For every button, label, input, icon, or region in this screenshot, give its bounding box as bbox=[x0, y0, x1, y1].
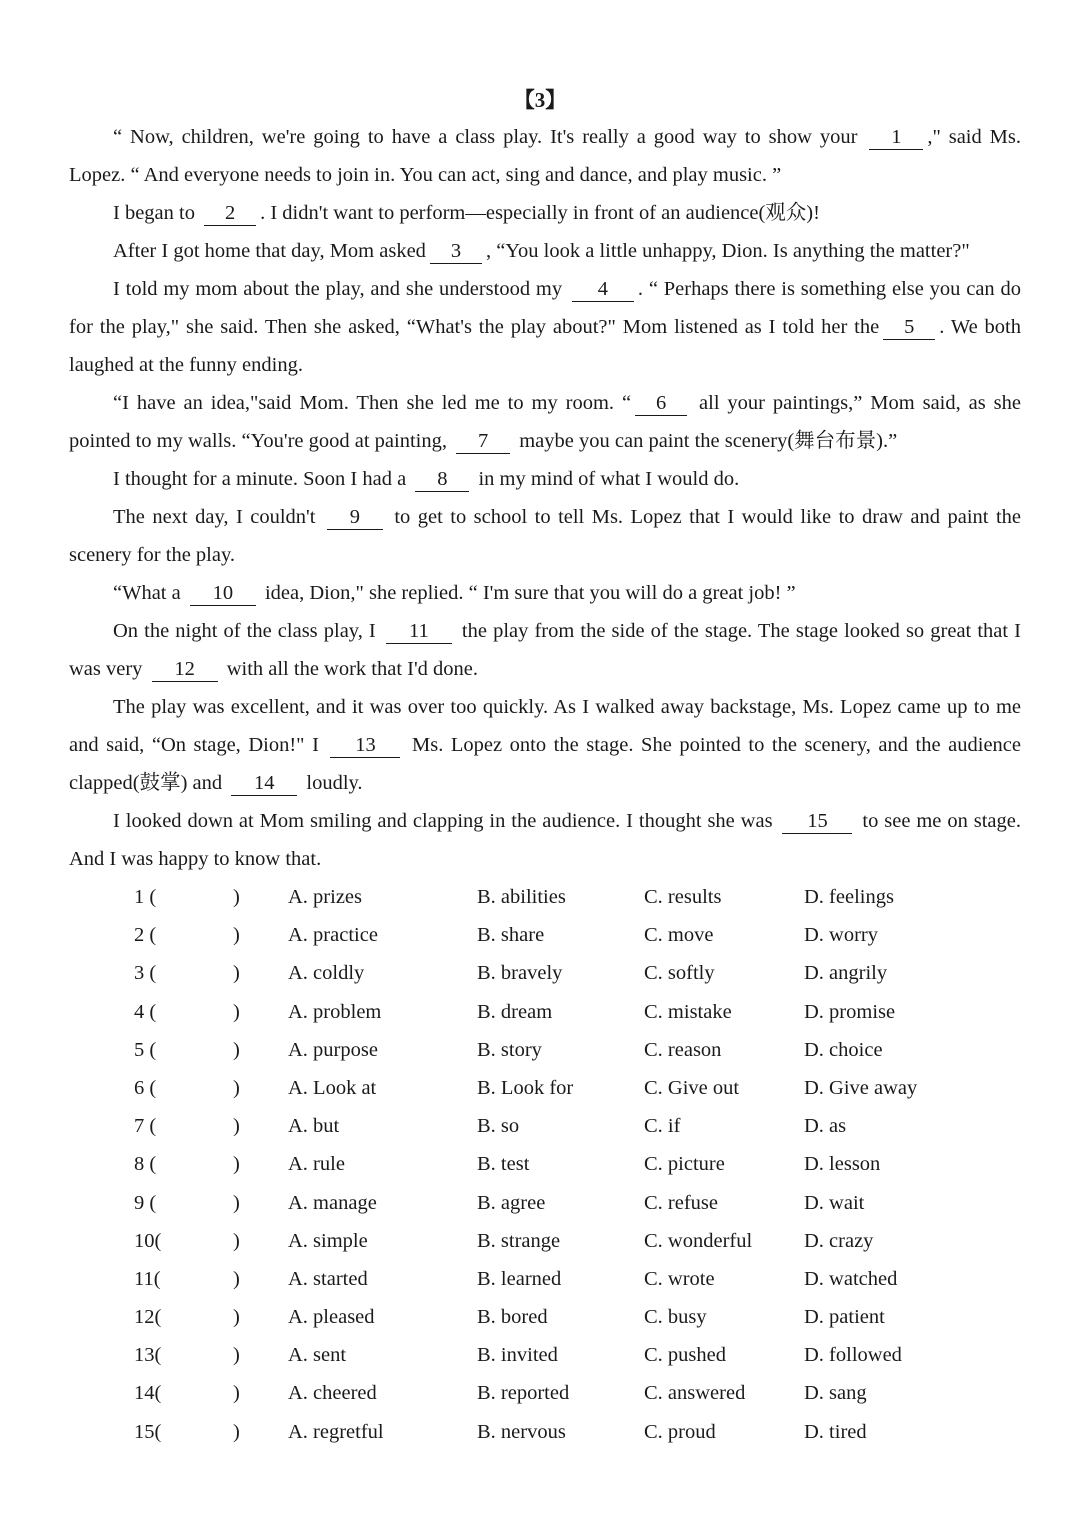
option-a: A. rule bbox=[288, 1153, 345, 1176]
passage-text: On the night of the class play, I bbox=[113, 620, 382, 642]
answer-blank: 4 bbox=[572, 277, 634, 302]
passage-text: Ms. Lopez onto the stage. She pointed to the scenery, and the audience clapped(鼓掌) and bbox=[69, 734, 1021, 794]
option-d: D. sang bbox=[804, 1382, 867, 1405]
question-row bbox=[0, 1145, 1080, 1183]
question-row bbox=[0, 1069, 1080, 1107]
option-a: A. pleased bbox=[288, 1306, 375, 1329]
option-b: B. test bbox=[477, 1153, 530, 1176]
question-row bbox=[0, 878, 1080, 916]
question-number: 4 ( bbox=[134, 1000, 157, 1023]
question-row bbox=[0, 1374, 1080, 1412]
option-b: B. so bbox=[477, 1115, 520, 1138]
answer-bracket: ) bbox=[233, 1344, 240, 1367]
question-row bbox=[0, 1222, 1080, 1260]
option-a: A. problem bbox=[288, 1000, 382, 1023]
passage-paragraph bbox=[69, 194, 1021, 232]
cloze-passage bbox=[69, 118, 1021, 878]
option-c: C. wonderful bbox=[644, 1229, 753, 1252]
passage-paragraph bbox=[69, 384, 1021, 460]
option-c: C. busy bbox=[644, 1306, 707, 1329]
option-b: B. reported bbox=[477, 1382, 570, 1405]
option-a: A. purpose bbox=[288, 1038, 378, 1061]
option-c: C. move bbox=[644, 924, 714, 947]
answer-bracket: ) bbox=[233, 1000, 240, 1023]
passage-text: ," said Ms. Lopez. “ And everyone needs to join in. You can act, sing and dance, and play music. ” bbox=[69, 126, 1021, 186]
passage-text: . I didn't want to perform—especially in front of an audience(观众)! bbox=[260, 202, 820, 224]
passage-paragraph bbox=[69, 802, 1021, 878]
passage-text: all your paintings,” Mom said, as she pointed to my walls. “You're good at painting, bbox=[69, 392, 1021, 452]
question-number: 12( bbox=[134, 1306, 162, 1329]
question-number: 9 ( bbox=[134, 1191, 157, 1214]
option-b: B. Look for bbox=[477, 1076, 574, 1099]
passage-text: to get to school to tell Ms. Lopez that I would like to draw and paint the scenery for the play. bbox=[69, 506, 1021, 566]
question-number: 2 ( bbox=[134, 924, 157, 947]
question-row bbox=[0, 1336, 1080, 1374]
passage-text: The play was excellent, and it was over too quickly. As I walked away backstage, Ms. Lopez came up to me and said, “On stage, Dion!" I bbox=[69, 696, 1021, 756]
option-b: B. abilities bbox=[477, 886, 566, 908]
answer-blank: 15 bbox=[782, 809, 852, 834]
option-d: D. as bbox=[804, 1115, 847, 1138]
answer-bracket: ) bbox=[233, 1420, 240, 1443]
passage-paragraph bbox=[69, 574, 1021, 612]
passage-text: with all the work that I'd done. bbox=[221, 658, 479, 680]
question-row bbox=[0, 1107, 1080, 1145]
option-b: B. invited bbox=[477, 1344, 558, 1367]
passage-text: . “ Perhaps there is something else you can do for the play," she said. Then she asked, “What's the play about?" Mom listened as I told her the bbox=[69, 278, 1021, 338]
option-a: A. started bbox=[288, 1267, 368, 1290]
option-b: B. bored bbox=[477, 1306, 548, 1329]
passage-text: “What a bbox=[113, 582, 186, 604]
answer-bracket: ) bbox=[233, 1153, 240, 1176]
option-a: A. manage bbox=[288, 1191, 377, 1214]
option-b: B. share bbox=[477, 924, 545, 947]
answer-bracket: ) bbox=[233, 962, 240, 985]
option-a: A. regretful bbox=[288, 1420, 384, 1443]
answer-bracket: ) bbox=[233, 1306, 240, 1329]
passage-text: I began to bbox=[113, 202, 201, 224]
question-number: 13( bbox=[134, 1344, 162, 1367]
passage-paragraph bbox=[69, 118, 1021, 194]
option-b: B. learned bbox=[477, 1267, 562, 1290]
answer-bracket: ) bbox=[233, 1115, 240, 1138]
passage-text: I thought for a minute. Soon I had a bbox=[113, 468, 412, 490]
option-d: D. crazy bbox=[804, 1229, 874, 1252]
answer-blank: 3 bbox=[430, 239, 482, 264]
answer-bracket: ) bbox=[233, 1191, 240, 1214]
option-a: A. coldly bbox=[288, 962, 365, 985]
option-d: D. worry bbox=[804, 924, 879, 947]
option-d: D. Give away bbox=[804, 1076, 918, 1099]
answer-options bbox=[0, 878, 1080, 1451]
passage-paragraph bbox=[69, 270, 1021, 384]
option-a: A. practice bbox=[288, 924, 378, 947]
question-number: 10( bbox=[134, 1229, 162, 1252]
answer-bracket: ) bbox=[233, 1267, 240, 1290]
option-b: B. nervous bbox=[477, 1420, 566, 1443]
question-number: 1 ( bbox=[134, 886, 157, 908]
option-d: D. followed bbox=[804, 1344, 902, 1367]
option-c: C. results bbox=[644, 886, 722, 908]
passage-text: loudly. bbox=[301, 772, 363, 794]
passage-text: The next day, I couldn't bbox=[113, 506, 323, 528]
option-a: A. but bbox=[288, 1115, 340, 1138]
option-d: D. choice bbox=[804, 1038, 883, 1061]
passage-text: the play from the side of the stage. The stage looked so great that I was very bbox=[69, 620, 1021, 680]
option-a: A. simple bbox=[288, 1229, 368, 1252]
option-b: B. dream bbox=[477, 1000, 553, 1023]
passage-text: maybe you can paint the scenery(舞台布景).” bbox=[514, 430, 898, 452]
answer-bracket: ) bbox=[233, 1382, 240, 1405]
option-c: C. if bbox=[644, 1115, 681, 1138]
option-b: B. agree bbox=[477, 1191, 546, 1214]
passage-text: After I got home that day, Mom asked bbox=[113, 240, 426, 262]
option-b: B. strange bbox=[477, 1229, 561, 1252]
question-number: 14( bbox=[134, 1382, 162, 1405]
question-number: 11( bbox=[134, 1267, 161, 1290]
option-c: C. reason bbox=[644, 1038, 722, 1061]
answer-blank: 2 bbox=[204, 201, 256, 226]
option-c: C. wrote bbox=[644, 1267, 715, 1290]
question-row bbox=[0, 1031, 1080, 1069]
option-d: D. watched bbox=[804, 1267, 898, 1290]
answer-blank: 7 bbox=[456, 429, 510, 454]
question-number: 6 ( bbox=[134, 1076, 157, 1099]
question-row bbox=[0, 954, 1080, 992]
section-title: 【3】 bbox=[513, 88, 567, 112]
question-number: 15( bbox=[134, 1420, 162, 1443]
passage-text: “I have an idea,"said Mom. Then she led me to my room. “ bbox=[113, 392, 632, 414]
question-number: 7 ( bbox=[134, 1115, 157, 1138]
answer-blank: 11 bbox=[386, 619, 452, 644]
passage-text: , “You look a little unhappy, Dion. Is anything the matter?" bbox=[485, 240, 970, 262]
question-row bbox=[0, 1184, 1080, 1222]
question-row bbox=[0, 1298, 1080, 1336]
option-d: D. lesson bbox=[804, 1153, 881, 1176]
option-d: D. feelings bbox=[804, 886, 894, 908]
passage-text: I looked down at Mom smiling and clapping in the audience. I thought she was bbox=[113, 810, 779, 832]
option-c: C. answered bbox=[644, 1382, 746, 1405]
option-c: C. mistake bbox=[644, 1000, 732, 1023]
answer-blank: 9 bbox=[327, 505, 383, 530]
passage-paragraph bbox=[69, 688, 1021, 802]
question-number: 5 ( bbox=[134, 1038, 157, 1061]
question-row bbox=[0, 916, 1080, 954]
option-a: A. cheered bbox=[288, 1382, 377, 1405]
option-a: A. prizes bbox=[288, 886, 363, 908]
passage-text: . We both laughed at the funny ending. bbox=[69, 316, 1021, 376]
option-b: B. bravely bbox=[477, 962, 563, 985]
answer-blank: 6 bbox=[635, 391, 687, 416]
option-c: C. picture bbox=[644, 1153, 725, 1176]
passage-text: idea, Dion," she replied. “ I'm sure that you will do a great job! ” bbox=[259, 582, 796, 604]
passage-text: to see me on stage. And I was happy to know that. bbox=[69, 810, 1021, 870]
option-a: A. sent bbox=[288, 1344, 347, 1367]
option-c: C. pushed bbox=[644, 1344, 726, 1367]
answer-blank: 10 bbox=[190, 581, 256, 606]
answer-blank: 12 bbox=[152, 657, 218, 682]
answer-blank: 13 bbox=[330, 733, 400, 758]
option-c: C. proud bbox=[644, 1420, 716, 1443]
answer-blank: 8 bbox=[415, 467, 469, 492]
question-row bbox=[0, 1260, 1080, 1298]
answer-blank: 1 bbox=[869, 125, 923, 150]
passage-paragraph bbox=[69, 232, 1021, 270]
passage-text: in my mind of what I would do. bbox=[473, 468, 740, 490]
option-d: D. patient bbox=[804, 1306, 885, 1329]
option-c: C. refuse bbox=[644, 1191, 719, 1214]
option-d: D. angrily bbox=[804, 962, 888, 985]
answer-bracket: ) bbox=[233, 886, 240, 908]
question-row bbox=[0, 993, 1080, 1031]
option-c: C. softly bbox=[644, 962, 715, 985]
passage-paragraph bbox=[69, 612, 1021, 688]
answer-bracket: ) bbox=[233, 1038, 240, 1061]
passage-text: I told my mom about the play, and she understood my bbox=[113, 278, 568, 300]
option-d: D. wait bbox=[804, 1191, 865, 1214]
option-d: D. promise bbox=[804, 1000, 896, 1023]
question-number: 3 ( bbox=[134, 962, 157, 985]
passage-paragraph bbox=[69, 460, 1021, 498]
passage-paragraph bbox=[69, 498, 1021, 574]
option-c: C. Give out bbox=[644, 1076, 740, 1099]
option-a: A. Look at bbox=[288, 1076, 377, 1099]
option-d: D. tired bbox=[804, 1420, 867, 1443]
option-b: B. story bbox=[477, 1038, 542, 1061]
question-row bbox=[0, 1413, 1080, 1451]
answer-blank: 5 bbox=[883, 315, 935, 340]
passage-text: “ Now, children, we're going to have a class play. It's really a good way to show your bbox=[113, 126, 866, 148]
question-number: 8 ( bbox=[134, 1153, 157, 1176]
answer-blank: 14 bbox=[231, 771, 297, 796]
answer-bracket: ) bbox=[233, 924, 240, 947]
answer-bracket: ) bbox=[233, 1229, 240, 1252]
answer-bracket: ) bbox=[233, 1076, 240, 1099]
